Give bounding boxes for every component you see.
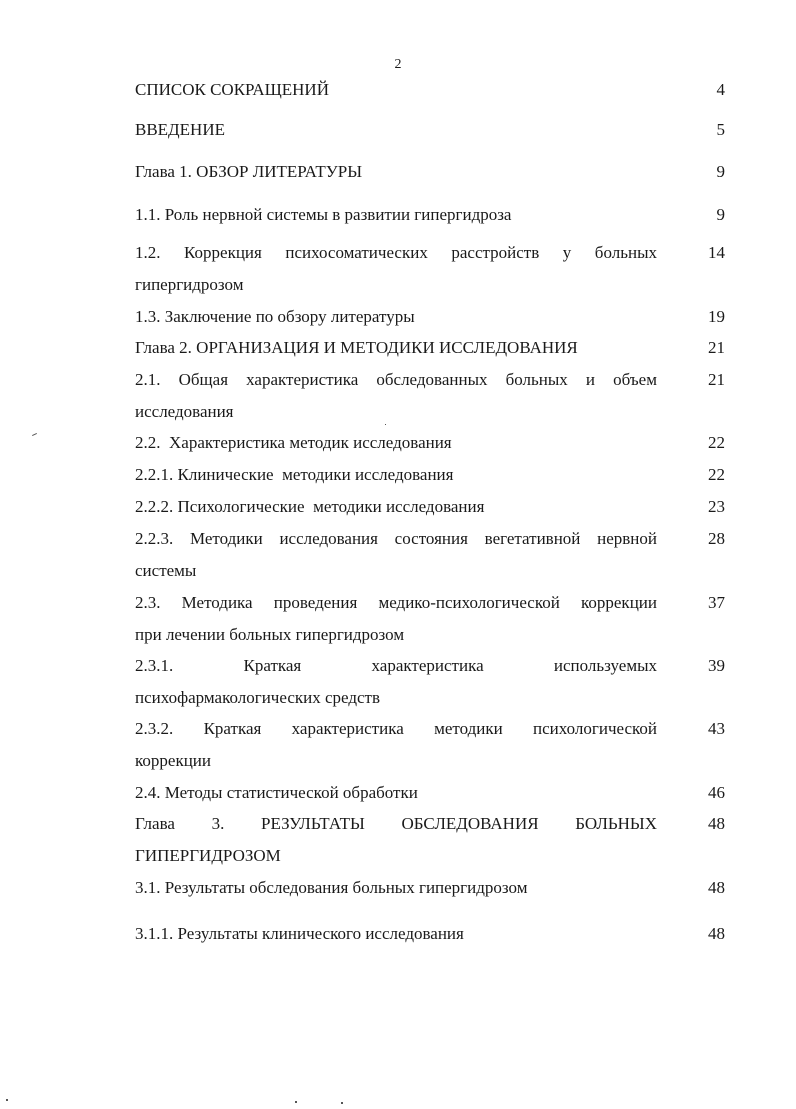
toc-entry-page: 48 [708,924,725,943]
toc-entry-page: 39 [708,656,725,675]
toc-entry-title: 3.1.1. Результаты клинического исследования [135,924,464,943]
toc-entry-page: 48 [708,878,725,897]
toc-entry-title: СПИСОК СОКРАЩЕНИЙ [135,80,329,99]
toc-entry-title-line2: исследования [135,402,234,421]
scan-speck [6,1099,8,1101]
toc-entry-page: 14 [708,243,725,262]
toc-entry-title: 1.1. Роль нервной системы в развитии гипергидроза [135,205,512,224]
toc-entry-title-line2: системы [135,561,197,580]
scan-speck [295,1101,297,1103]
toc-entry-title-line1: 2.1. Общая характеристика обследованных больных и объем [135,370,657,389]
toc-entry-page: 22 [708,433,725,452]
toc-entry-page: 37 [708,593,725,612]
toc-entry-title-line1: 2.2.3. Методики исследования состояния вегетативной нервной [135,529,657,548]
toc-entry-title: 2.4. Методы статистической обработки [135,783,418,802]
toc-entry-page: 21 [708,338,725,357]
toc-entry-page: 46 [708,783,725,802]
toc-entry-title: Глава 2. ОРГАНИЗАЦИЯ И МЕТОДИКИ ИССЛЕДОВАНИЯ [135,338,578,357]
toc-entry-title: ВВЕДЕНИЕ [135,120,225,139]
toc-entry-page: 19 [708,307,725,326]
toc-entry-title-line2: при лечении больных гипергидрозом [135,625,405,644]
toc-entry-page: 9 [716,162,725,181]
toc-entry-page: 9 [716,205,725,224]
toc-entry-title-line1: 2.3. Методика проведения медико-психологической коррекции [135,593,657,612]
toc-entry-title-line1: 2.3.2. Краткая характеристика методики психологической [135,719,657,738]
toc-entry-title-line1: 1.2. Коррекция психосоматических расстройств у больных [135,243,657,262]
scan-speck [385,424,386,425]
toc-entry-title: 1.3. Заключение по обзору литературы [135,307,415,326]
toc-entry-page: 22 [708,465,725,484]
toc-entry-page: 43 [708,719,725,738]
toc-entry-title-line2: гипергидрозом [135,275,244,294]
toc-entry-title-line1: Глава 3. РЕЗУЛЬТАТЫ ОБСЛЕДОВАНИЯ БОЛЬНЫХ [135,814,657,833]
toc-entry-title-line1: 2.3.1. Краткая характеристика используемых [135,656,657,675]
toc-entry-page: 21 [708,370,725,389]
scan-speck [341,1102,343,1104]
toc-entry-title: 3.1. Результаты обследования больных гипергидрозом [135,878,528,897]
toc-entry-title: 2.2. Характеристика методик исследования [135,433,452,452]
toc-entry-page: 5 [716,120,725,139]
page-number: 2 [394,57,402,72]
toc-entry-page: 48 [708,814,725,833]
toc-entry-title-line2: коррекции [135,751,211,770]
toc-entry-title-line2: психофармакологических средств [135,688,380,707]
toc-entry-title-line2: ГИПЕРГИДРОЗОМ [135,846,281,865]
toc-entry-page: 4 [716,80,725,99]
toc-entry-title: Глава 1. ОБЗОР ЛИТЕРАТУРЫ [135,162,363,181]
toc-entry-page: 23 [708,497,725,516]
toc-entry-page: 28 [708,529,725,548]
toc-entry-title: 2.2.2. Психологические методики исследования [135,497,485,516]
toc-entry-title: 2.2.1. Клинические методики исследования [135,465,454,484]
